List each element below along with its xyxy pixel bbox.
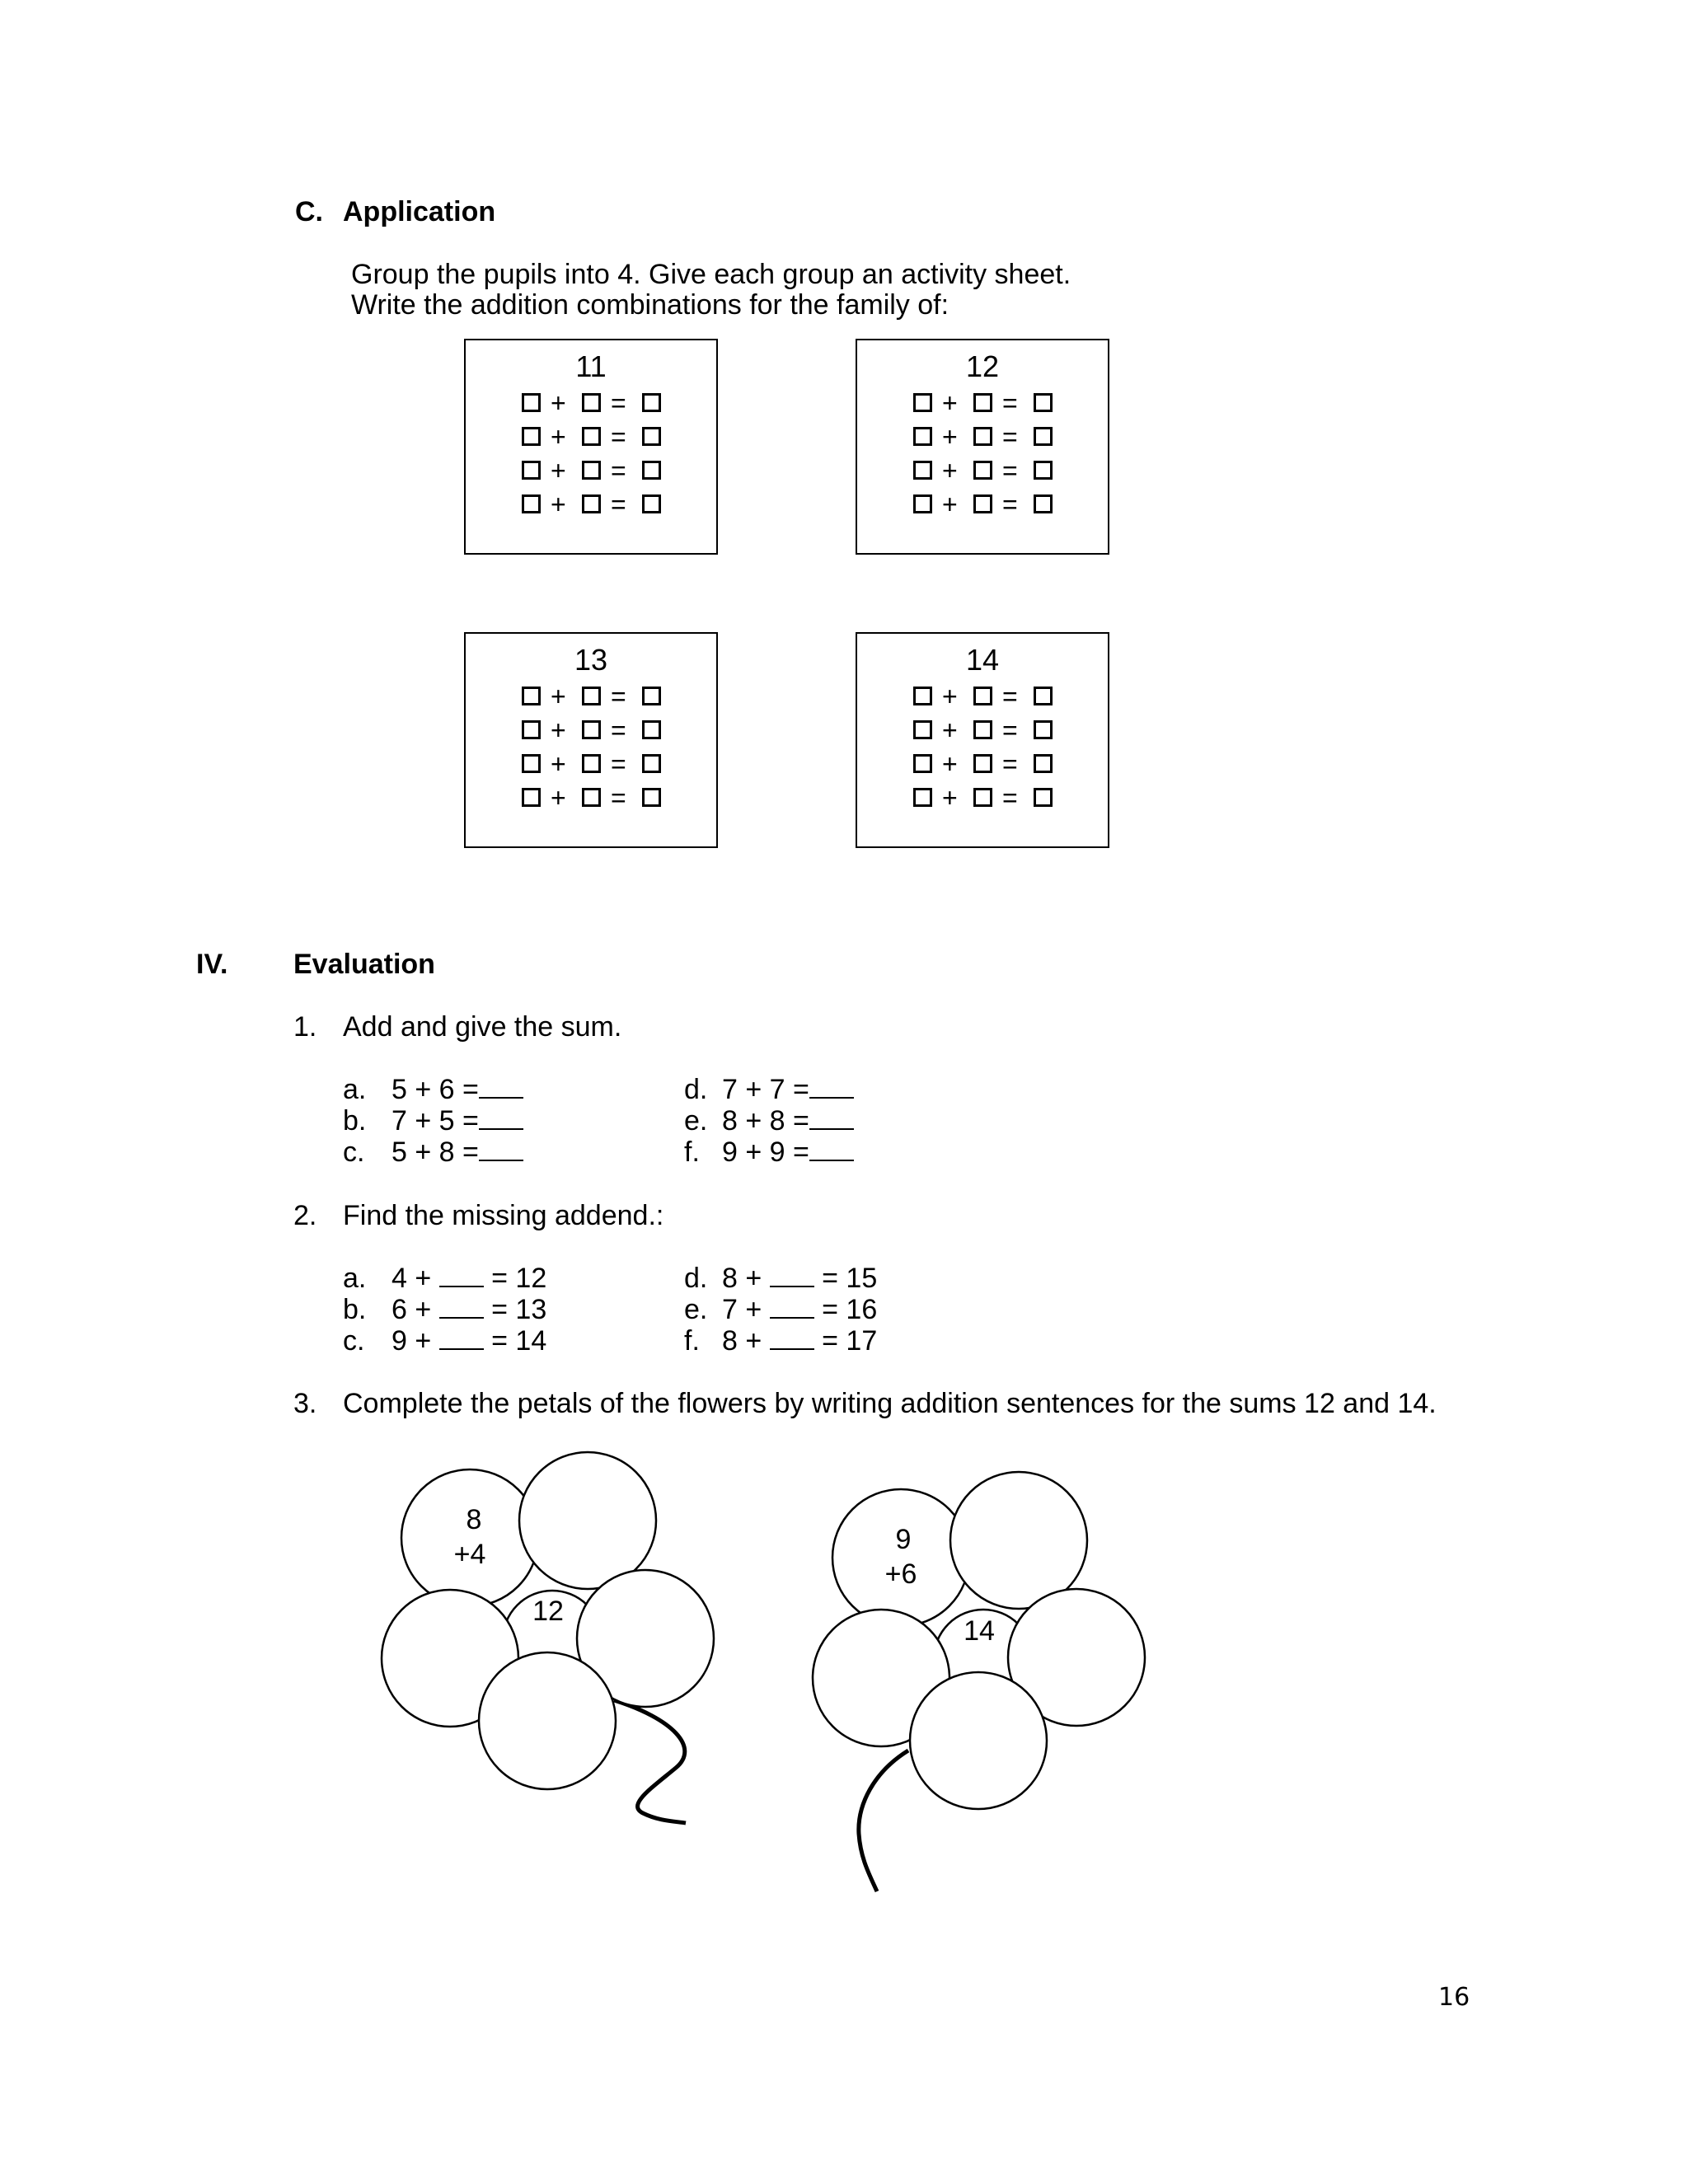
petal-top-right[interactable] [950,1472,1087,1609]
equals-sign: = [611,682,626,711]
item-letter: c. [343,1137,365,1168]
item-expression: 5 + 8 = [392,1137,479,1168]
item-letter: d. [684,1263,708,1294]
flower-sum-14 [813,1472,1145,1891]
plus-sign: + [942,682,958,711]
item-letter: f. [684,1325,700,1357]
flower-sum-12 [382,1452,714,1823]
question-number: 3. [293,1388,317,1419]
equals-sign: = [1002,490,1018,519]
petal-bottom-number: +6 [884,1558,917,1590]
equals-sign: = [611,715,626,745]
question-text: Find the missing addend.: [343,1200,664,1231]
petal-top-right[interactable] [519,1452,656,1589]
plus-sign: + [942,783,958,813]
item-expression: 9 + 9 = [722,1137,809,1168]
plus-sign: + [551,715,566,745]
question-number: 2. [293,1200,317,1231]
petal-top-left[interactable] [832,1489,969,1626]
petal-bottom-number: +4 [453,1539,486,1570]
family-number: 14 [965,643,1000,677]
item-suffix: = 12 [491,1263,547,1294]
item-prefix: 6 + [392,1294,432,1325]
petal-top-number: 8 [466,1504,482,1535]
equals-sign: = [611,490,626,519]
plus-sign: + [942,490,958,519]
equals-sign: = [611,783,626,813]
item-letter: e. [684,1294,708,1325]
item-letter: c. [343,1325,365,1357]
item-letter: e. [684,1105,708,1137]
family-number: 12 [965,349,1000,383]
family-number: 13 [574,643,608,677]
page-number: 16 [1438,1983,1470,2012]
item-suffix: = 13 [491,1294,547,1325]
item-suffix: = 14 [491,1325,547,1357]
item-suffix: = 16 [822,1294,878,1325]
petal-top-number: 9 [895,1524,912,1555]
question-text: Add and give the sum. [343,1011,622,1043]
equals-sign: = [1002,388,1018,418]
item-prefix: 8 + [722,1325,762,1357]
item-expression: 7 + 5 = [392,1105,479,1137]
equals-sign: = [1002,682,1018,711]
plus-sign: + [551,749,566,779]
item-letter: a. [343,1074,367,1105]
item-letter: b. [343,1294,367,1325]
plus-sign: + [942,749,958,779]
plus-sign: + [551,388,566,418]
section-number: IV. [196,949,228,980]
item-suffix: = 15 [822,1263,878,1294]
equals-sign: = [1002,422,1018,452]
item-letter: f. [684,1137,700,1168]
petal-bottom[interactable] [479,1652,616,1789]
equals-sign: = [1002,783,1018,813]
question-text: Complete the petals of the flowers by writing addition sentences for the sums 12 and 14. [343,1388,1437,1419]
instruction-line-1: Group the pupils into 4. Give each group an activity sheet. [351,259,1071,290]
family-number: 11 [575,349,607,383]
plus-sign: + [551,422,566,452]
item-letter: b. [343,1105,367,1137]
plus-sign: + [551,456,566,485]
flower-center-sum: 12 [532,1596,564,1627]
item-prefix: 8 + [722,1263,762,1294]
plus-sign: + [551,682,566,711]
equals-sign: = [611,422,626,452]
plus-sign: + [942,456,958,485]
flower-stem [614,1700,686,1823]
item-expression: 8 + 8 = [722,1105,809,1137]
item-letter: a. [343,1263,367,1294]
section-letter: C. [295,196,323,227]
equals-sign: = [1002,456,1018,485]
plus-sign: + [942,388,958,418]
item-prefix: 7 + [722,1294,762,1325]
item-suffix: = 17 [822,1325,878,1357]
question-number: 1. [293,1011,317,1043]
plus-sign: + [551,490,566,519]
section-heading-application: Application [343,196,496,227]
equals-sign: = [1002,749,1018,779]
item-expression: 5 + 6 = [392,1074,479,1105]
item-expression: 7 + 7 = [722,1074,809,1105]
equals-sign: = [1002,715,1018,745]
equals-sign: = [611,749,626,779]
item-prefix: 9 + [392,1325,432,1357]
equals-sign: = [611,388,626,418]
plus-sign: + [551,783,566,813]
instruction-line-2: Write the addition combinations for the family of: [351,289,950,321]
petal-bottom[interactable] [910,1672,1047,1809]
flower-stem [859,1750,908,1891]
petal-top-left[interactable] [401,1469,538,1606]
plus-sign: + [942,715,958,745]
equals-sign: = [611,456,626,485]
item-letter: d. [684,1074,708,1105]
item-prefix: 4 + [392,1263,432,1294]
flower-center-sum: 14 [964,1615,995,1647]
plus-sign: + [942,422,958,452]
section-heading-evaluation: Evaluation [293,949,435,980]
